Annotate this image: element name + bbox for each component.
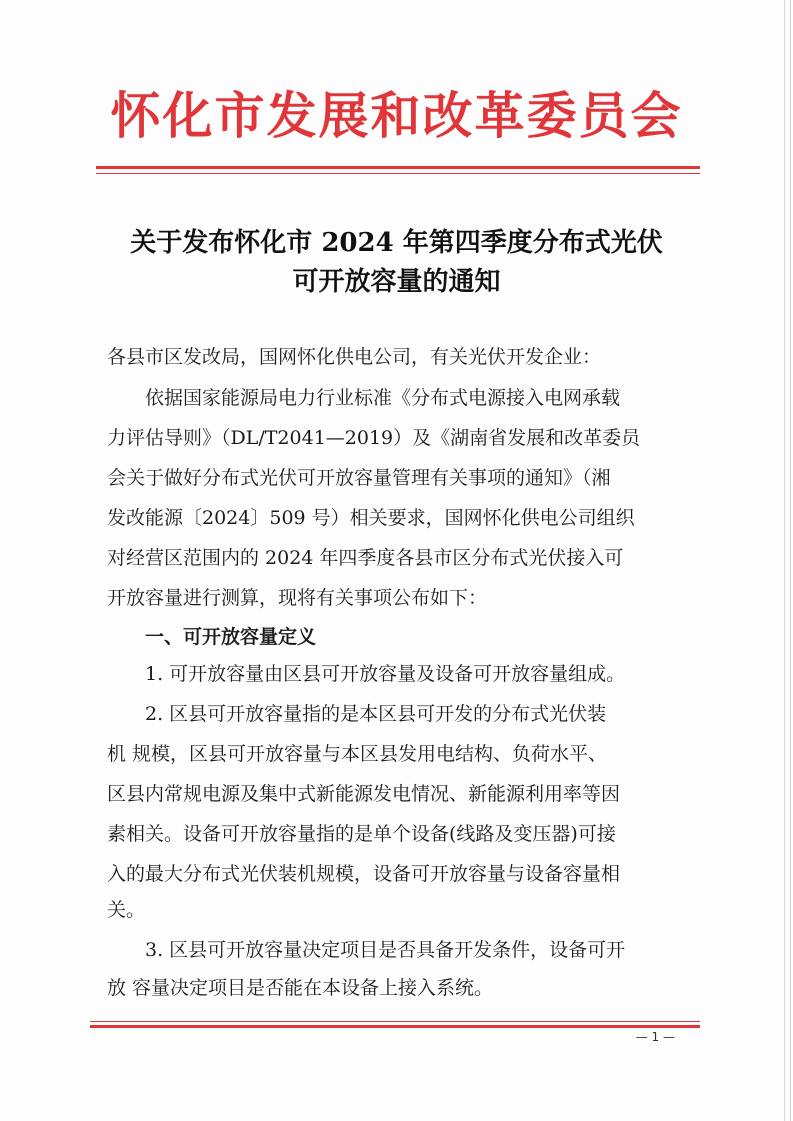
list-item-2-line: 机 规模，区县可开放容量与本区县发用电结构、负荷水平、 [107, 743, 608, 765]
list-item-2-line: 关。 [107, 899, 146, 921]
organization-header: 怀化市发展和改革委员会 [110, 86, 683, 145]
paragraph-line: 力评估导则》（DL/T2041—2019）及《湖南省发展和改革委员 [107, 427, 641, 449]
list-item-1: 1. 可开放容量由区县可开放容量及设备可开放容量组成。 [145, 663, 626, 685]
list-item-3-line: 3. 区县可开放容量决定项目是否具备开发条件，设备可开 [145, 939, 626, 961]
footer-rule-thin [90, 1021, 700, 1022]
paragraph-line: 会关于做好分布式光伏可开放容量管理有关事项的通知》（湘 [107, 467, 611, 489]
page-number: — 1 — [635, 1030, 675, 1044]
list-item-2-line: 区县内常规电源及集中式新能源发电情况、新能源利用率等因 [107, 783, 621, 805]
list-item-3-line: 放 容量决定项目是否能在本设备上接入系统。 [107, 977, 494, 999]
document-title-line-1: 关于发布怀化市 2024 年第四季度分布式光伏 [130, 228, 663, 258]
paragraph-line: 对经营区范围内的 2024 年四季度各县市区分布式光伏接入可 [107, 547, 624, 569]
section-heading: 一、可开放容量定义 [145, 626, 317, 648]
scan-edge [784, 0, 785, 1121]
header-rule-thin [96, 173, 700, 174]
paragraph-line: 依据国家能源局电力行业标准《分布式电源接入电网承载 [145, 387, 621, 409]
list-item-2-line: 入的最大分布式光伏装机规模，设备可开放容量与设备容量相 [107, 863, 621, 885]
list-item-2-line: 素相关。设备可开放容量指的是单个设备(线路及变压器)可接 [107, 823, 616, 845]
header-rule-thick [96, 166, 700, 169]
paragraph-line: 发改能源〔2024〕509 号）相关要求，国网怀化供电公司组织 [107, 507, 635, 529]
list-item-2-line: 2. 区县可开放容量指的是本区县可开发的分布式光伏装 [145, 703, 607, 725]
document-title-line-2: 可开放容量的通知 [292, 267, 501, 297]
footer-rule-thick [90, 1025, 700, 1028]
paragraph-line: 开放容量进行测算，现将有关事项公布如下： [107, 587, 488, 609]
addressee: 各县市区发改局，国网怀化供电公司，有关光伏开发企业： [107, 346, 602, 368]
scan-edge [790, 0, 791, 1121]
